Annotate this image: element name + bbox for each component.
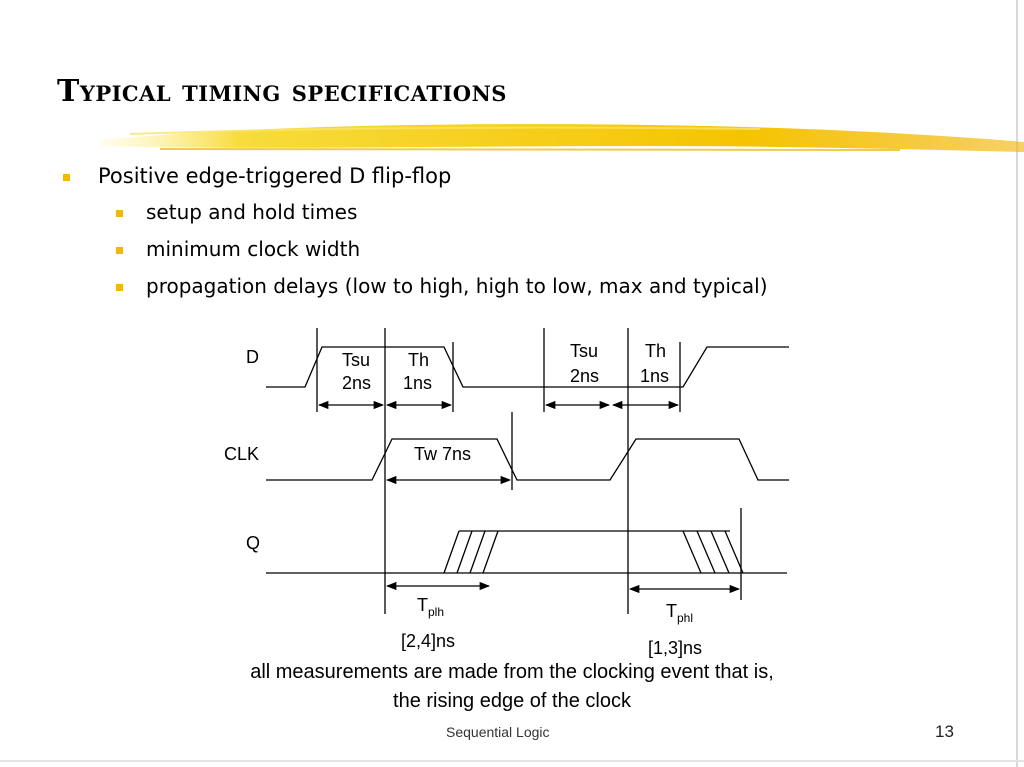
signal-label-q: Q bbox=[246, 533, 261, 553]
footer-text: Sequential Logic bbox=[446, 724, 550, 740]
th1-value: 1ns bbox=[403, 373, 433, 393]
tsu1-value: 2ns bbox=[342, 373, 372, 393]
tw-label: Tw 7ns bbox=[414, 444, 472, 464]
q-waveform bbox=[266, 531, 787, 573]
tplh-range: [2,4]ns bbox=[401, 631, 456, 651]
tsu1-label: Tsu bbox=[342, 350, 371, 370]
tsu2-label: Tsu bbox=[570, 341, 599, 361]
measurement-note-line2: the rising edge of the clock bbox=[393, 690, 631, 712]
tphl-label: $T_{phl}$ bbox=[666, 601, 694, 625]
measurement-note-line1: all measurements are made from the clocking event that is, bbox=[250, 661, 774, 683]
tsu2-value: 2ns bbox=[570, 366, 600, 386]
clk-waveform bbox=[266, 439, 789, 480]
slide-title: Typical timing specifications bbox=[57, 74, 507, 109]
page-number: 13 bbox=[935, 722, 954, 741]
th2-label: Th bbox=[645, 341, 667, 361]
signal-label-clk: CLK bbox=[224, 444, 260, 464]
tplh-label: $T_{plh}$ bbox=[417, 595, 445, 619]
th1-label: Th bbox=[408, 350, 430, 370]
signal-label-d: D bbox=[246, 347, 259, 367]
th2-value: 1ns bbox=[640, 366, 670, 386]
tphl-range: [1,3]ns bbox=[648, 638, 703, 658]
